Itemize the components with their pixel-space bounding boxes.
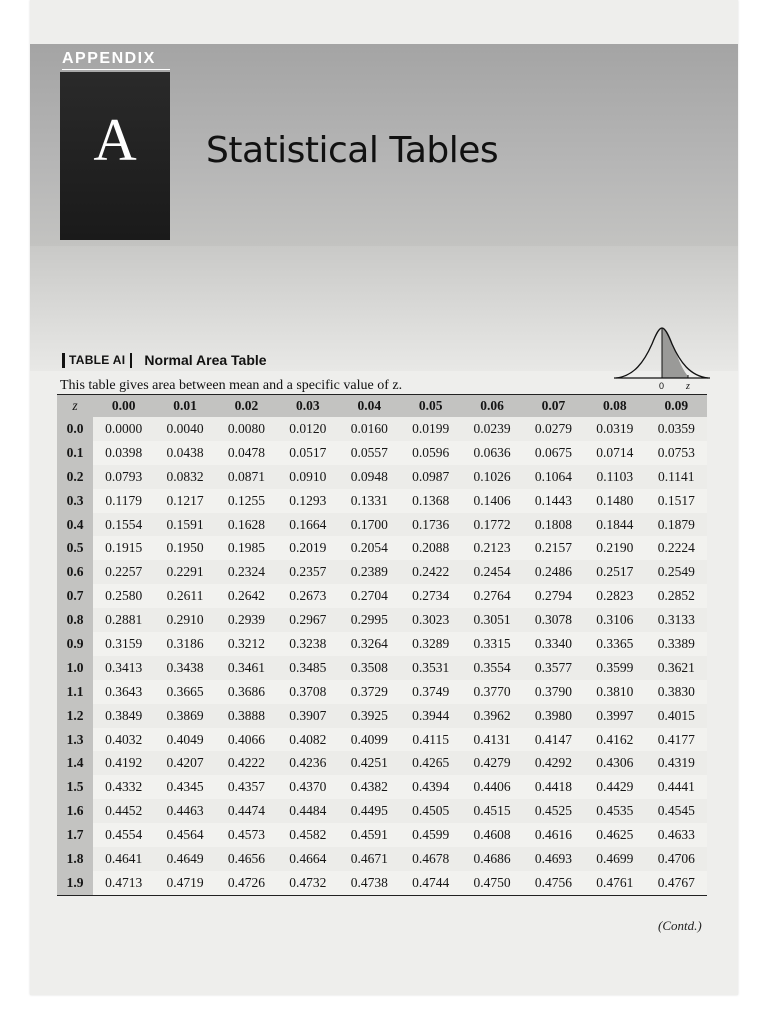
area-value-cell: 0.2190 [584, 536, 645, 560]
area-value-cell: 0.4222 [216, 751, 277, 775]
z-value-cell: 0.3 [57, 489, 93, 513]
area-value-cell: 0.4207 [154, 751, 215, 775]
area-value-cell: 0.1915 [93, 536, 154, 560]
area-value-cell: 0.2389 [339, 560, 400, 584]
area-value-cell: 0.2881 [93, 608, 154, 632]
area-value-cell: 0.1026 [461, 465, 522, 489]
z-value-cell: 0.0 [57, 417, 93, 441]
area-value-cell: 0.3997 [584, 704, 645, 728]
area-value-cell: 0.3508 [339, 656, 400, 680]
area-value-cell: 0.3749 [400, 680, 461, 704]
area-value-cell: 0.0080 [216, 417, 277, 441]
area-value-cell: 0.2224 [646, 536, 707, 560]
area-value-cell: 0.3461 [216, 656, 277, 680]
area-value-cell: 0.0832 [154, 465, 215, 489]
area-value-cell: 0.1368 [400, 489, 461, 513]
area-value-cell: 0.2642 [216, 584, 277, 608]
area-value-cell: 0.0398 [93, 441, 154, 465]
column-header: 0.07 [541, 398, 566, 413]
area-value-cell: 0.4573 [216, 823, 277, 847]
area-value-cell: 0.4394 [400, 775, 461, 799]
area-value-cell: 0.4732 [277, 871, 338, 895]
area-value-cell: 0.0160 [339, 417, 400, 441]
area-value-cell: 0.4279 [461, 751, 522, 775]
label-bar [62, 353, 65, 368]
area-value-cell: 0.2019 [277, 536, 338, 560]
area-value-cell: 0.3133 [646, 608, 707, 632]
area-value-cell: 0.1879 [646, 513, 707, 537]
area-value-cell: 0.4656 [216, 847, 277, 871]
z-value-cell: 0.9 [57, 632, 93, 656]
area-value-cell: 0.2823 [584, 584, 645, 608]
area-value-cell: 0.4115 [400, 728, 461, 752]
area-value-cell: 0.3708 [277, 680, 338, 704]
appendix-label: APPENDIX [62, 50, 156, 67]
z-column-header: z [57, 395, 93, 418]
area-value-cell: 0.2939 [216, 608, 277, 632]
z-value-cell: 0.6 [57, 560, 93, 584]
table-row [57, 465, 707, 489]
continued-note: (Contd.) [658, 918, 702, 933]
area-value-cell: 0.4554 [93, 823, 154, 847]
area-value-cell: 0.4357 [216, 775, 277, 799]
table-row [57, 656, 707, 680]
area-value-cell: 0.1591 [154, 513, 215, 537]
column-header: 0.01 [173, 398, 197, 413]
area-value-cell: 0.3264 [339, 632, 400, 656]
area-value-cell: 0.4484 [277, 799, 338, 823]
normal-area-table [57, 394, 707, 896]
z-value-cell: 1.6 [57, 799, 93, 823]
table-body [57, 417, 707, 895]
area-value-cell: 0.2422 [400, 560, 461, 584]
area-value-cell: 0.0948 [339, 465, 400, 489]
area-value-cell: 0.2995 [339, 608, 400, 632]
z-value-cell: 0.8 [57, 608, 93, 632]
area-value-cell: 0.3051 [461, 608, 522, 632]
area-value-cell: 0.3643 [93, 680, 154, 704]
area-value-cell: 0.4406 [461, 775, 522, 799]
area-value-cell: 0.3944 [400, 704, 461, 728]
area-value-cell: 0.4099 [339, 728, 400, 752]
area-value-cell: 0.3106 [584, 608, 645, 632]
area-value-cell: 0.3686 [216, 680, 277, 704]
area-value-cell: 0.3438 [154, 656, 215, 680]
area-value-cell: 0.3340 [523, 632, 584, 656]
table-row [57, 560, 707, 584]
area-value-cell: 0.2734 [400, 584, 461, 608]
area-value-cell: 0.3599 [584, 656, 645, 680]
table-row [57, 728, 707, 752]
page-title: Statistical Tables [206, 130, 499, 171]
area-value-cell: 0.1628 [216, 513, 277, 537]
column-header: 0.08 [603, 398, 627, 413]
area-value-cell: 0.1331 [339, 489, 400, 513]
area-value-cell: 0.4463 [154, 799, 215, 823]
appendix-letter: A [93, 107, 137, 173]
area-value-cell: 0.4015 [646, 704, 707, 728]
area-value-cell: 0.3790 [523, 680, 584, 704]
area-value-cell: 0.4699 [584, 847, 645, 871]
table-row [57, 823, 707, 847]
area-value-cell: 0.4292 [523, 751, 584, 775]
area-value-cell: 0.2611 [154, 584, 215, 608]
area-value-cell: 0.1103 [584, 465, 645, 489]
area-value-cell: 0.1406 [461, 489, 522, 513]
area-value-cell: 0.4678 [400, 847, 461, 871]
area-value-cell: 0.3389 [646, 632, 707, 656]
area-value-cell: 0.1293 [277, 489, 338, 513]
area-value-cell: 0.4608 [461, 823, 522, 847]
area-value-cell: 0.3023 [400, 608, 461, 632]
area-value-cell: 0.3289 [400, 632, 461, 656]
area-value-cell: 0.4066 [216, 728, 277, 752]
area-value-cell: 0.3925 [339, 704, 400, 728]
area-value-cell: 0.4535 [584, 799, 645, 823]
area-value-cell: 0.3212 [216, 632, 277, 656]
area-value-cell: 0.3907 [277, 704, 338, 728]
area-value-cell: 0.0438 [154, 441, 215, 465]
area-value-cell: 0.4306 [584, 751, 645, 775]
area-value-cell: 0.4332 [93, 775, 154, 799]
z-value-cell: 0.2 [57, 465, 93, 489]
area-value-cell: 0.0478 [216, 441, 277, 465]
area-value-cell: 0.4719 [154, 871, 215, 895]
area-value-cell: 0.2486 [523, 560, 584, 584]
area-value-cell: 0.3485 [277, 656, 338, 680]
area-value-cell: 0.1480 [584, 489, 645, 513]
z-value-cell: 1.2 [57, 704, 93, 728]
curve-label-zero: 0 [659, 381, 665, 390]
table-row [57, 417, 707, 441]
area-value-cell: 0.4452 [93, 799, 154, 823]
table-row [57, 489, 707, 513]
area-value-cell: 0.1443 [523, 489, 584, 513]
column-header: 0.05 [418, 398, 443, 413]
area-value-cell: 0.4756 [523, 871, 584, 895]
area-value-cell: 0.2517 [584, 560, 645, 584]
z-value-cell: 0.5 [57, 536, 93, 560]
area-value-cell: 0.1844 [584, 513, 645, 537]
area-value-cell: 0.2324 [216, 560, 277, 584]
area-value-cell: 0.4131 [461, 728, 522, 752]
area-value-cell: 0.3078 [523, 608, 584, 632]
area-value-cell: 0.2257 [93, 560, 154, 584]
area-value-cell: 0.4767 [646, 871, 707, 895]
area-value-cell: 0.4616 [523, 823, 584, 847]
area-value-cell: 0.4032 [93, 728, 154, 752]
shaded-area [662, 328, 688, 378]
area-value-cell: 0.0596 [400, 441, 461, 465]
z-value-cell: 0.7 [57, 584, 93, 608]
area-value-cell: 0.4693 [523, 847, 584, 871]
area-value-cell: 0.3186 [154, 632, 215, 656]
area-value-cell: 0.0675 [523, 441, 584, 465]
table-label [62, 352, 267, 368]
area-value-cell: 0.0199 [400, 417, 461, 441]
table-row [57, 799, 707, 823]
area-value-cell: 0.2580 [93, 584, 154, 608]
area-value-cell: 0.2794 [523, 584, 584, 608]
table-row [57, 513, 707, 537]
area-value-cell: 0.2123 [461, 536, 522, 560]
area-value-cell: 0.4706 [646, 847, 707, 871]
area-value-cell: 0.4495 [339, 799, 400, 823]
column-header: 0.03 [296, 398, 320, 413]
area-value-cell: 0.1985 [216, 536, 277, 560]
area-value-cell: 0.0517 [277, 441, 338, 465]
curve-label-z: z [686, 381, 690, 390]
area-value-cell: 0.4591 [339, 823, 400, 847]
area-value-cell: 0.4370 [277, 775, 338, 799]
book-page [30, 0, 738, 995]
area-value-cell: 0.0319 [584, 417, 645, 441]
area-value-cell: 0.2454 [461, 560, 522, 584]
z-value-cell: 1.8 [57, 847, 93, 871]
area-value-cell: 0.2910 [154, 608, 215, 632]
area-value-cell: 0.3849 [93, 704, 154, 728]
area-value-cell: 0.1772 [461, 513, 522, 537]
area-value-cell: 0.4049 [154, 728, 215, 752]
area-value-cell: 0.3554 [461, 656, 522, 680]
area-value-cell: 0.4162 [584, 728, 645, 752]
area-value-cell: 0.3159 [93, 632, 154, 656]
z-value-cell: 1.9 [57, 871, 93, 895]
area-value-cell: 0.4505 [400, 799, 461, 823]
appendix-rule [62, 69, 170, 70]
table-row [57, 751, 707, 775]
z-value-cell: 1.5 [57, 775, 93, 799]
area-value-cell: 0.0910 [277, 465, 338, 489]
area-value-cell: 0.3413 [93, 656, 154, 680]
area-value-cell: 0.3869 [154, 704, 215, 728]
area-value-cell: 0.3962 [461, 704, 522, 728]
area-value-cell: 0.4641 [93, 847, 154, 871]
area-value-cell: 0.1554 [93, 513, 154, 537]
table-caption: This table gives area between mean and a specific value of z. [60, 378, 403, 393]
area-value-cell: 0.4761 [584, 871, 645, 895]
area-value-cell: 0.0753 [646, 441, 707, 465]
area-value-cell: 0.3770 [461, 680, 522, 704]
area-value-cell: 0.4441 [646, 775, 707, 799]
area-value-cell: 0.0040 [154, 417, 215, 441]
area-value-cell: 0.4744 [400, 871, 461, 895]
area-value-cell: 0.4686 [461, 847, 522, 871]
area-value-cell: 0.4147 [523, 728, 584, 752]
area-value-cell: 0.4738 [339, 871, 400, 895]
area-value-cell: 0.4177 [646, 728, 707, 752]
area-value-cell: 0.4082 [277, 728, 338, 752]
area-value-cell: 0.3577 [523, 656, 584, 680]
area-value-cell: 0.4750 [461, 871, 522, 895]
area-value-cell: 0.4236 [277, 751, 338, 775]
area-value-cell: 0.2673 [277, 584, 338, 608]
area-value-cell: 0.3830 [646, 680, 707, 704]
table-row [57, 847, 707, 871]
area-value-cell: 0.2357 [277, 560, 338, 584]
area-value-cell: 0.4564 [154, 823, 215, 847]
z-value-cell: 1.1 [57, 680, 93, 704]
table-row [57, 680, 707, 704]
area-value-cell: 0.4515 [461, 799, 522, 823]
column-header: 0.09 [664, 398, 689, 413]
z-value-cell: 1.0 [57, 656, 93, 680]
area-value-cell: 0.0279 [523, 417, 584, 441]
area-value-cell: 0.3531 [400, 656, 461, 680]
area-value-cell: 0.1517 [646, 489, 707, 513]
column-header: 0.04 [357, 398, 382, 413]
column-header: 0.00 [111, 398, 136, 413]
area-value-cell: 0.1255 [216, 489, 277, 513]
z-value-cell: 0.4 [57, 513, 93, 537]
area-value-cell: 0.4671 [339, 847, 400, 871]
area-value-cell: 0.0557 [339, 441, 400, 465]
table-number: TABLE AI [69, 353, 126, 367]
area-value-cell: 0.0987 [400, 465, 461, 489]
table-row [57, 704, 707, 728]
area-value-cell: 0.3315 [461, 632, 522, 656]
table-row [57, 871, 707, 895]
normal-curve-diagram [612, 318, 712, 390]
area-value-cell: 0.2967 [277, 608, 338, 632]
area-value-cell: 0.4726 [216, 871, 277, 895]
area-value-cell: 0.1950 [154, 536, 215, 560]
area-value-cell: 0.4345 [154, 775, 215, 799]
area-value-cell: 0.4599 [400, 823, 461, 847]
area-value-cell: 0.4319 [646, 751, 707, 775]
area-value-cell: 0.1217 [154, 489, 215, 513]
area-value-cell: 0.1700 [339, 513, 400, 537]
area-value-cell: 0.0871 [216, 465, 277, 489]
area-value-cell: 0.4251 [339, 751, 400, 775]
area-value-cell: 0.4474 [216, 799, 277, 823]
area-value-cell: 0.3980 [523, 704, 584, 728]
area-value-cell: 0.4429 [584, 775, 645, 799]
area-value-cell: 0.4713 [93, 871, 154, 895]
z-value-cell: 1.4 [57, 751, 93, 775]
area-value-cell: 0.0714 [584, 441, 645, 465]
area-value-cell: 0.2549 [646, 560, 707, 584]
table-row [57, 608, 707, 632]
area-value-cell: 0.1141 [646, 465, 707, 489]
appendix-letter-block [60, 72, 170, 240]
area-value-cell: 0.1179 [93, 489, 154, 513]
table-row [57, 632, 707, 656]
area-value-cell: 0.1064 [523, 465, 584, 489]
area-value-cell: 0.4625 [584, 823, 645, 847]
z-value-cell: 0.1 [57, 441, 93, 465]
area-value-cell: 0.4192 [93, 751, 154, 775]
area-value-cell: 0.4265 [400, 751, 461, 775]
area-value-cell: 0.3365 [584, 632, 645, 656]
area-value-cell: 0.0636 [461, 441, 522, 465]
area-value-cell: 0.4418 [523, 775, 584, 799]
table-row [57, 775, 707, 799]
column-header: 0.06 [480, 398, 504, 413]
area-value-cell: 0.3665 [154, 680, 215, 704]
area-value-cell: 0.4582 [277, 823, 338, 847]
area-value-cell: 0.3729 [339, 680, 400, 704]
table-header-row [57, 395, 707, 418]
table-title: Normal Area Table [144, 352, 267, 368]
z-value-cell: 1.7 [57, 823, 93, 847]
area-value-cell: 0.1664 [277, 513, 338, 537]
area-value-cell: 0.4525 [523, 799, 584, 823]
area-value-cell: 0.2291 [154, 560, 215, 584]
area-value-cell: 0.2764 [461, 584, 522, 608]
area-value-cell: 0.2088 [400, 536, 461, 560]
area-value-cell: 0.1736 [400, 513, 461, 537]
area-value-cell: 0.1808 [523, 513, 584, 537]
area-value-cell: 0.2704 [339, 584, 400, 608]
area-value-cell: 0.2157 [523, 536, 584, 560]
column-header: 0.02 [234, 398, 259, 413]
area-value-cell: 0.4649 [154, 847, 215, 871]
table-row [57, 584, 707, 608]
area-value-cell: 0.4664 [277, 847, 338, 871]
area-value-cell: 0.0359 [646, 417, 707, 441]
area-value-cell: 0.3621 [646, 656, 707, 680]
area-value-cell: 0.0239 [461, 417, 522, 441]
area-value-cell: 0.2054 [339, 536, 400, 560]
area-value-cell: 0.0000 [93, 417, 154, 441]
area-value-cell: 0.3888 [216, 704, 277, 728]
area-value-cell: 0.2852 [646, 584, 707, 608]
area-value-cell: 0.4545 [646, 799, 707, 823]
table-row [57, 441, 707, 465]
z-value-cell: 1.3 [57, 728, 93, 752]
area-value-cell: 0.0793 [93, 465, 154, 489]
area-value-cell: 0.4382 [339, 775, 400, 799]
area-value-cell: 0.4633 [646, 823, 707, 847]
area-value-cell: 0.0120 [277, 417, 338, 441]
label-divider [130, 353, 132, 368]
table-row [57, 536, 707, 560]
area-value-cell: 0.3810 [584, 680, 645, 704]
area-value-cell: 0.3238 [277, 632, 338, 656]
